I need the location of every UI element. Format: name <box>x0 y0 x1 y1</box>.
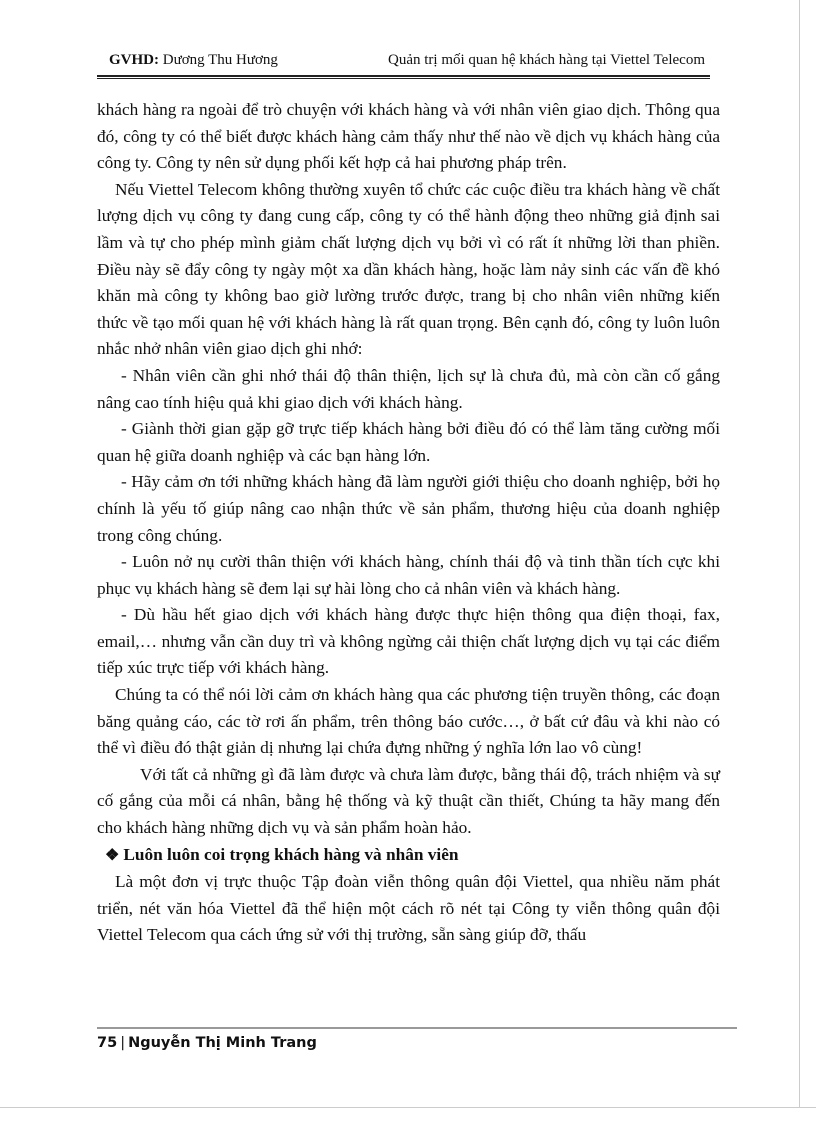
paragraph: Chúng ta có thể nói lời cảm ơn khách hàng qua các phương tiện truyền thông, các đoạn băng quảng cáo, các tờ rơi ấn phẩm, trên thông báo cước…, ở bất cứ đâu và khi nào có thể vì điều đó thật giản dị nhưng lại chứa đựng những ý nghĩa lớn lao vô cùng! <box>97 685 720 758</box>
paragraph: khách hàng ra ngoài để trò chuyện với khách hàng và với nhân viên giao dịch. Thông qua đó, công ty có thể biết được khách hàng cảm thấy như thế nào về dịch vụ khách hàng của công ty. Công ty nên sử dụng phối kết hợp cả hai phương pháp trên. <box>97 100 720 173</box>
footer-separator: | <box>120 1035 126 1051</box>
paragraph: Với tất cả những gì đã làm được và chưa làm được, bằng thái độ, trách nhiệm và sự cố gắng của mỗi cá nhân, bằng hệ thống và kỹ thuật cần thiết, Chúng ta hãy mang đến cho khách hàng những dịch vụ và sản phẩm hoàn hảo. <box>97 764 720 838</box>
paragraph: Nếu Viettel Telecom không thường xuyên tổ chức các cuộc điều tra khách hàng về chất lượng dịch vụ công ty đang cung cấp, công ty có thể hành động theo những giả định sai lầm và tự cho phép mình giảm chất lượng dịch vụ bởi vì có rất ít những lời than phiền. Điều này sẽ đẩy công ty ngày một xa dần khách hàng, hoặc làm nảy sinh các vấn đề khó khăn mà công ty không bao giờ lường trước được, trang bị cho nhân viên những kiến thức về tạo mối quan hệ với khách hàng là rất quan trọng. Bên cạnh đó, công ty luôn luôn nhắc nhở nhân viên giao dịch ghi nhớ: <box>97 179 720 359</box>
page-header <box>97 52 707 74</box>
page-number: 75 <box>97 1035 118 1051</box>
header-advisor <box>109 52 278 69</box>
footer-author: Nguyễn Thị Minh Trang <box>128 1035 317 1051</box>
paragraph: Là một đơn vị trực thuộc Tập đoàn viễn thông quân đội Viettel, qua nhiều năm phát triển, nét văn hóa Viettel đã thể hiện một cách rõ nét tại Công ty viễn thông quân đội Viettel Telecom qua cách ứng sử với thị trường, sẵn sàng giúp đỡ, thấu <box>97 872 720 945</box>
page-border-right <box>799 0 800 1107</box>
section-heading-text: Luôn luôn coi trọng khách hàng và nhân viên <box>123 844 459 864</box>
bullet-item: - Giành thời gian gặp gỡ trực tiếp khách hàng bởi điều đó có thể làm tăng cường mối quan hệ giữa doanh nghiệp và các bạn hàng lớn. <box>97 419 720 465</box>
header-divider <box>97 75 710 79</box>
header-advisor-name: Dương Thu Hương <box>162 52 278 68</box>
document-body <box>97 97 720 949</box>
header-title: Quản trị mối quan hệ khách hàng tại Viettel Telecom <box>388 52 705 68</box>
bullet-item: - Dù hầu hết giao dịch với khách hàng được thực hiện thông qua điện thoại, fax, email,… nhưng vẫn cần duy trì và không ngừng cải thiện chất lượng dịch vụ tại các điểm tiếp xúc trực tiếp với khách hàng. <box>97 605 720 678</box>
section-heading <box>97 842 720 870</box>
diamond-bullet-icon: ❖ <box>105 846 120 864</box>
page-footer <box>97 1035 317 1051</box>
footer-divider <box>97 1027 737 1029</box>
header-advisor-label: GVHD: <box>109 52 159 68</box>
bullet-item: - Nhân viên cần ghi nhớ thái độ thân thiện, lịch sự là chưa đủ, mà còn cần cố gắng nâng cao tính hiệu quả khi giao dịch với khách hàng. <box>97 365 720 412</box>
page-border-bottom <box>0 1107 816 1108</box>
bullet-item: - Luôn nở nụ cười thân thiện với khách hàng, chính thái độ và tinh thần tích cực khi phục vụ khách hàng sẽ đem lại sự hài lòng cho cả nhân viên và khách hàng. <box>97 552 720 598</box>
bullet-item: - Hãy cảm ơn tới những khách hàng đã làm người giới thiệu cho doanh nghiệp, bởi họ chính là yếu tố giúp nâng cao nhận thức về sản phẩm, thương hiệu của doanh nghiệp trong công chúng. <box>97 472 720 545</box>
